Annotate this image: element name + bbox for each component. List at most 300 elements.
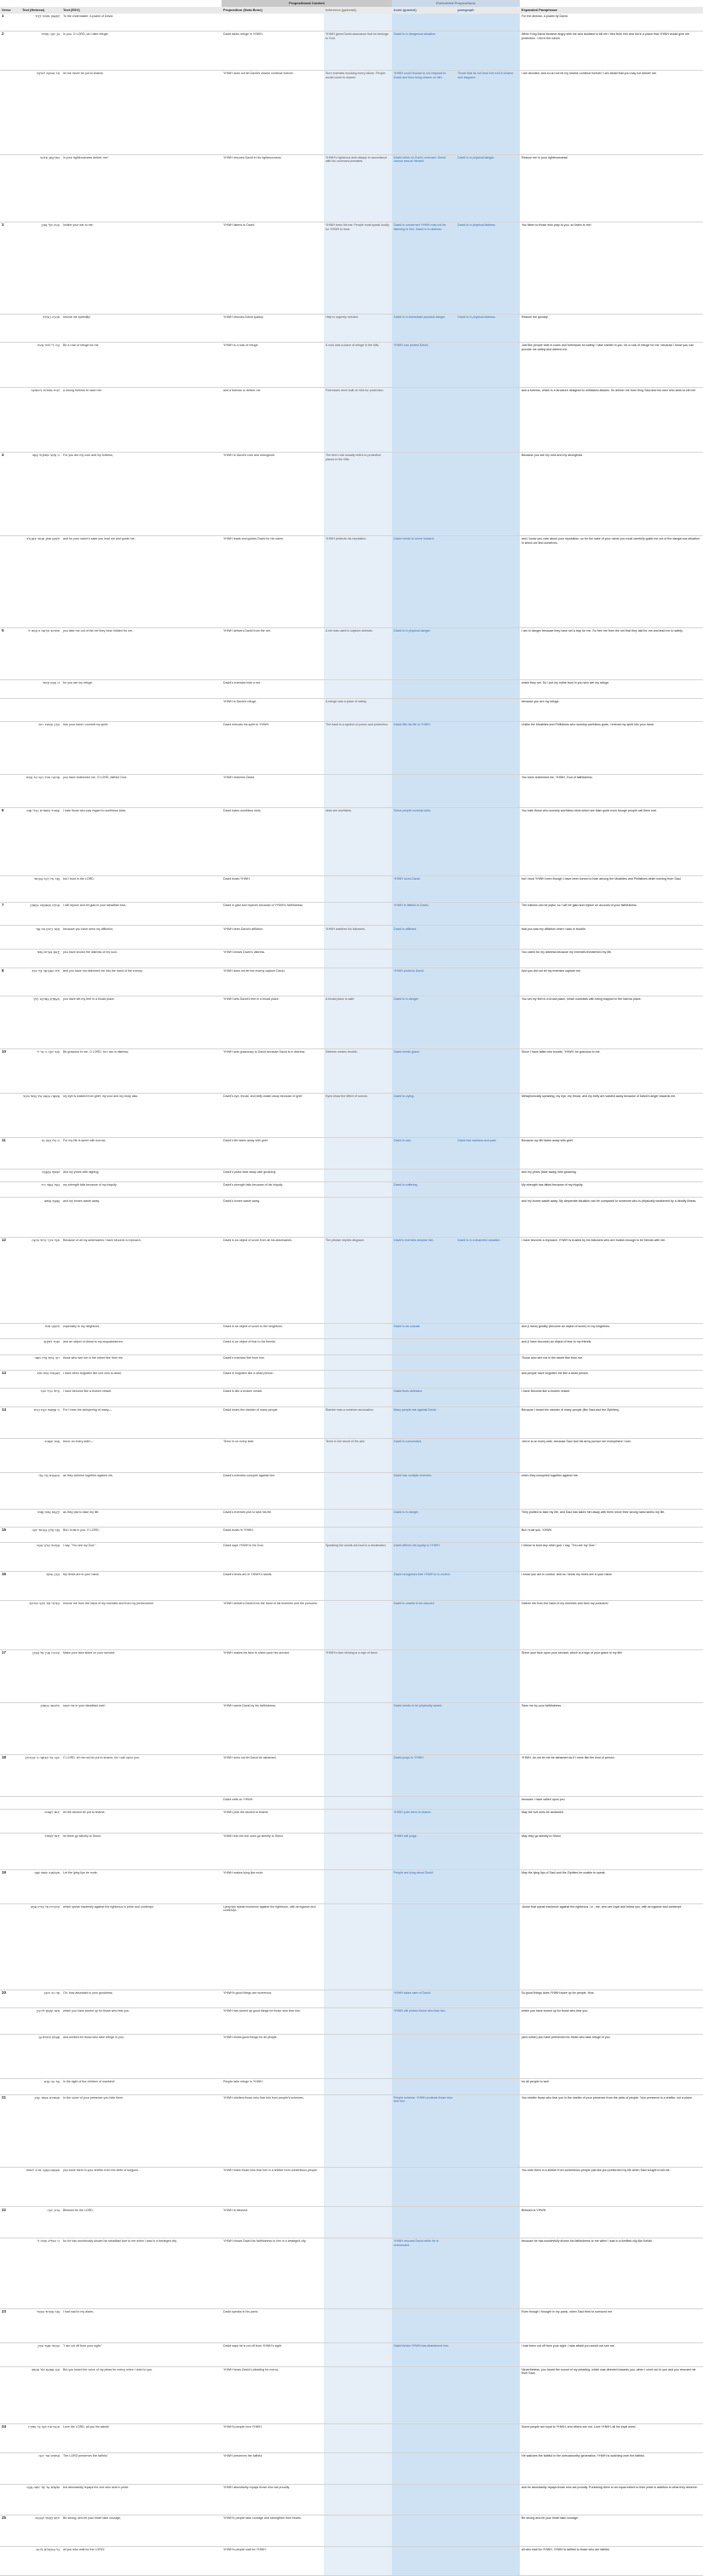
esv-cell[interactable]: let them go silently to Sheol. xyxy=(63,1834,101,1838)
verse-cell[interactable] xyxy=(0,1094,20,1138)
verse-cell[interactable] xyxy=(0,927,20,950)
esv-cell[interactable]: as they scheme together against me, xyxy=(63,1473,113,1477)
verse-cell[interactable]: 25 xyxy=(2,2515,7,2521)
hebrew-cell[interactable]: כִּי אַתָּה מָעוּזִּי xyxy=(43,681,60,685)
hebrew-cell[interactable]: בְּךָ יְהוָה חָסִיתִי xyxy=(41,32,60,37)
proposition-cell[interactable]: David is an object of scorn to the neighbors. xyxy=(223,1324,283,1328)
hebrew-cell[interactable]: תּוֹצִיאֵנִי מֵרֶשֶׁת זוּ טָמְנוּ לִי xyxy=(27,628,60,632)
book-cell[interactable]: David is crying. xyxy=(394,1094,415,1098)
book-cell[interactable] xyxy=(392,1198,456,1238)
esv-cell[interactable]: Oh, how abundant is your goodness, xyxy=(63,1990,113,1995)
inference-cell[interactable] xyxy=(324,950,392,967)
book-cell[interactable]: David is sad. xyxy=(394,1138,412,1142)
book-cell[interactable]: David thinks YHWH has abandoned him. xyxy=(394,2344,450,2348)
book-cell[interactable] xyxy=(392,1355,456,1371)
esv-cell[interactable] xyxy=(61,699,222,723)
esv-cell[interactable]: all you who wait for the LORD! xyxy=(63,2548,105,2552)
paragraph-cell[interactable]: Those that do not trust him end in shame and disgrace. xyxy=(458,72,514,79)
inference-cell[interactable] xyxy=(324,2424,392,2453)
verse-cell[interactable] xyxy=(0,699,20,723)
book-cell[interactable]: YHWH is faithful to David. xyxy=(394,903,429,907)
hebrew-cell[interactable]: נִשְׁכַּחְתִּי כְּמֵת מִלֵּב xyxy=(37,1371,60,1375)
proposition-cell[interactable]: YHWH is a rock of refuge. xyxy=(223,344,259,348)
column-header-proposition[interactable]: Proposition (Nota Bene) xyxy=(223,8,262,12)
paraphrase-cell[interactable]: So good things does YHWH store up for people. How xyxy=(521,1990,594,1995)
hebrew-cell[interactable]: וַאֲנִי אֶל יְהוָה בָּטָחְתִּי xyxy=(34,877,60,881)
paraphrase-cell[interactable]: for all people to see! xyxy=(521,2080,550,2084)
proposition-cell[interactable]: YHWH rescues David quickly. xyxy=(223,315,264,319)
paraphrase-cell[interactable]: and people have forgotten me like a dead person. xyxy=(521,1371,590,1375)
proposition-cell[interactable]: YHWH sees David's affliction. xyxy=(223,927,264,931)
inference-cell[interactable]: YHWH's righteous acts always in accordance with his covenant promises. xyxy=(326,155,388,164)
hebrew-cell[interactable]: הֶעֱמַדְתָּ בַמֶּרְחָב רַגְלָי xyxy=(32,997,60,1002)
inference-cell[interactable] xyxy=(324,2309,392,2343)
paragraph-cell[interactable] xyxy=(456,1473,520,1510)
inference-cell[interactable] xyxy=(324,2208,392,2239)
paragraph-cell[interactable] xyxy=(456,1094,520,1138)
book-cell[interactable] xyxy=(392,1170,456,1182)
paragraph-cell[interactable] xyxy=(456,808,520,876)
esv-cell[interactable]: especially to my neighbors, xyxy=(63,1324,101,1328)
verse-cell[interactable]: 15 xyxy=(2,1527,7,1532)
verse-cell[interactable]: 13 xyxy=(2,1370,7,1375)
esv-cell[interactable]: My times are in your hand; xyxy=(63,1573,100,1577)
paragraph-cell[interactable] xyxy=(456,1439,520,1473)
hebrew-cell[interactable]: אֲשֶׁר צָפַנְתָּ לִּירֵאֶיךָ xyxy=(36,2009,60,2013)
verse-cell[interactable] xyxy=(0,2079,20,2094)
inference-cell[interactable] xyxy=(324,876,392,903)
inference-cell[interactable]: A rock was a place of refuge in the hills. xyxy=(326,344,380,348)
book-cell[interactable] xyxy=(392,680,456,698)
book-cell[interactable] xyxy=(392,2309,456,2343)
book-cell[interactable]: David feels defeated. xyxy=(394,1389,423,1394)
esv-cell[interactable]: Incline your ear to me; xyxy=(63,223,94,228)
proposition-cell[interactable]: YHWH's people wait for YHWH. xyxy=(223,2548,267,2552)
hebrew-cell[interactable]: יִדְּמוּ לִשְׁאוֹל xyxy=(44,1834,60,1838)
paraphrase-cell[interactable]: You hate those who worship worthless idols which are false gods even though people call them real. xyxy=(521,809,658,813)
hebrew-cell[interactable]: כִּי שָׁמַעְתִּי דִּבַּת רַבִּים xyxy=(33,1407,60,1412)
hebrew-cell[interactable]: אָגִילָה וְאֶשְׂמְחָה בְּחַסְדֶּךָ xyxy=(29,903,60,907)
esv-cell[interactable]: O LORD, let me not be put to shame, for I call upon you; xyxy=(63,1755,140,1759)
verse-cell[interactable]: 17 xyxy=(2,1650,7,1655)
proposition-cell[interactable]: YHWH delivers David from the net. xyxy=(223,628,271,632)
inference-cell[interactable]: Fortresses were built on hills for protection. xyxy=(326,388,384,392)
verse-cell[interactable]: 19 xyxy=(2,1869,7,1874)
verse-cell[interactable]: 22 xyxy=(2,2207,7,2212)
esv-cell[interactable]: For I hear the whispering of many— xyxy=(63,1407,112,1412)
esv-cell[interactable]: in the sight of the children of mankind! xyxy=(63,2080,115,2084)
esv-cell[interactable]: Be gracious to me, O LORD, for I am in distress; xyxy=(63,1049,130,1054)
book-cell[interactable] xyxy=(392,699,456,723)
inference-cell[interactable] xyxy=(324,1797,392,1810)
verse-cell[interactable] xyxy=(0,1389,20,1406)
proposition-cell[interactable]: YHWH saves David by his faithfulness. xyxy=(223,1703,277,1707)
paraphrase-cell[interactable]: I refuse to trust any other god. I say, "You are my God." xyxy=(521,1544,596,1548)
inference-cell[interactable] xyxy=(324,2453,392,2485)
paraphrase-cell[interactable]: Because my life fades away with grief. xyxy=(521,1138,573,1142)
paraphrase-cell[interactable]: because I have called upon you. xyxy=(521,1797,566,1801)
book-cell[interactable]: David is suffering. xyxy=(394,1183,418,1187)
esv-cell[interactable]: But I trust in you, O LORD; xyxy=(63,1528,100,1532)
verse-cell[interactable]: 1 xyxy=(2,14,4,18)
inference-cell[interactable]: Slander was a common accusation. xyxy=(326,1407,374,1412)
paragraph-cell[interactable] xyxy=(456,968,520,997)
esv-cell[interactable]: In the cover of your presence you hide them xyxy=(63,2095,124,2099)
esv-cell[interactable]: and worked for those who take refuge in you, xyxy=(63,2036,124,2040)
hebrew-cell[interactable]: נֶגֶד בְּנֵי אָדָם xyxy=(43,2080,60,2084)
book-cell[interactable]: David is in immediate physical danger. xyxy=(394,315,447,319)
inference-cell[interactable] xyxy=(324,2035,392,2079)
hebrew-cell[interactable]: לַמְנַצֵּחַ מִזְמוֹר לְדָוִד xyxy=(35,14,60,18)
proposition-cell[interactable]: David's strength fails because of his iniquity. xyxy=(223,1183,284,1187)
book-cell[interactable]: David needs grace. xyxy=(394,1049,420,1054)
hebrew-cell[interactable]: וַעֲצָמַי עָשֵׁשׁוּ xyxy=(43,1198,60,1203)
verse-cell[interactable] xyxy=(0,775,20,809)
hebrew-cell[interactable]: הָאִירָה פָנֶיךָ עַל עַבְדֶּךָ xyxy=(32,1651,60,1655)
inference-cell[interactable] xyxy=(324,2367,392,2424)
inference-cell[interactable]: YHWH's face shining is a sign of favor. xyxy=(326,1651,378,1655)
proposition-cell[interactable]: David trusts YHWH. xyxy=(223,877,251,881)
proposition-cell[interactable]: YHWH preserves the faithful. xyxy=(223,2453,263,2458)
inference-cell[interactable] xyxy=(324,1703,392,1755)
book-cell[interactable] xyxy=(392,2547,456,2576)
hebrew-cell[interactable] xyxy=(20,1797,61,1810)
esv-cell[interactable]: Into your hand I commit my spirit; xyxy=(63,723,108,727)
proposition-cell[interactable]: David's bones waste away. xyxy=(223,1198,260,1203)
paraphrase-cell[interactable]: You hide them in a shelter from contentious people just like you preserved my life when Saul sought to kill me. xyxy=(521,2169,671,2173)
proposition-cell[interactable]: David entrusts his spirit to YHWH. xyxy=(223,723,270,727)
paraphrase-cell[interactable]: when they conspired together against me. xyxy=(521,1473,579,1477)
book-cell[interactable] xyxy=(392,1371,456,1389)
verse-cell[interactable]: 14 xyxy=(2,1406,7,1412)
paraphrase-cell[interactable]: because you are my refuge. xyxy=(521,699,560,703)
paragraph-cell[interactable] xyxy=(456,1990,520,2008)
paraphrase-cell[interactable]: all who wait for YHWH, YHWH is faithful to those who are faithful. xyxy=(521,2548,610,2552)
inference-cell[interactable] xyxy=(324,1138,392,1170)
inference-cell[interactable] xyxy=(324,2547,392,2576)
paragraph-cell[interactable] xyxy=(456,1528,520,1543)
verse-cell[interactable] xyxy=(0,950,20,967)
book-cell[interactable]: David prays to YHWH. xyxy=(394,1755,424,1759)
hebrew-cell[interactable]: הָיִיתִי כִּכְלִי אֹבֵד xyxy=(40,1389,60,1394)
esv-cell[interactable]: and my years with sighing; xyxy=(63,1170,100,1174)
hebrew-cell[interactable]: וְלֹא הִסְגַּרְתַּנִי בְּיַד אוֹיֵב xyxy=(32,968,60,973)
hebrew-cell[interactable]: תַּסְתִּירֵם בְּסֵתֶר פָּנֶיךָ xyxy=(34,2095,60,2099)
esv-cell[interactable]: Because of all my adversaries I have become a reproach, xyxy=(63,1238,141,1242)
book-cell[interactable]: David is an outcast. xyxy=(394,1324,421,1328)
hebrew-cell[interactable]: לָקַחַת נַפְשִׁי זָמָמוּ xyxy=(37,1510,60,1514)
inference-cell[interactable]: YHWH watches his followers. xyxy=(326,927,366,931)
book-cell[interactable] xyxy=(392,1797,456,1810)
esv-cell[interactable]: "I am cut off from your sight." xyxy=(63,2344,103,2348)
proposition-cell[interactable]: YHWH does not let David be ashamed. xyxy=(223,1755,277,1759)
proposition-cell[interactable]: YHWH rescues David in his righteousness. xyxy=(223,155,282,159)
proposition-cell[interactable]: David's enemies hide a net. xyxy=(223,681,262,685)
inference-cell[interactable] xyxy=(324,1324,392,1339)
hebrew-cell[interactable]: מְהֵרָה הַצִּילֵנִי xyxy=(43,315,60,319)
hebrew-cell[interactable] xyxy=(20,699,61,723)
paragraph-cell[interactable]: David has sadness and pain. xyxy=(458,1138,498,1142)
verse-cell[interactable] xyxy=(0,343,20,387)
paraphrase-cell[interactable]: Metaphorically speaking, my eye, my throat, and my belly are wasted away because of David's anger towards me. xyxy=(521,1094,677,1098)
book-cell[interactable]: David needs to move forward. xyxy=(394,537,435,541)
book-cell[interactable] xyxy=(392,1904,456,1990)
paraphrase-cell[interactable]: May the lying lips of Saul and the Ziphites be unable to speak. xyxy=(521,1870,606,1874)
hebrew-cell[interactable]: וְלִשְׁכֵנַי מְאֹד xyxy=(44,1324,60,1328)
book-cell[interactable]: David is afflicted. xyxy=(394,927,418,931)
inference-cell[interactable]: A broad place is safe. xyxy=(326,997,355,1002)
paraphrase-cell[interactable]: Save me by your faithfulness. xyxy=(521,1703,562,1707)
paragraph-cell[interactable] xyxy=(456,903,520,927)
paraphrase-cell[interactable]: I have become like a broken vessel. xyxy=(521,1389,571,1394)
inference-cell[interactable] xyxy=(324,1870,392,1904)
book-cell[interactable]: David is in danger. xyxy=(394,1510,419,1514)
paragraph-cell[interactable] xyxy=(456,1049,520,1094)
hebrew-cell[interactable]: הַדֹּבְרוֹת עַל צַדִּיק עָתָק xyxy=(30,1904,60,1909)
paraphrase-cell[interactable]: Rescue me quickly! xyxy=(521,315,549,319)
inference-cell[interactable]: The phrase implies disgrace. xyxy=(326,1238,365,1242)
hebrew-cell[interactable]: פָּעַלְתָּ לַחֹסִים בָּךְ xyxy=(37,2036,60,2040)
verse-cell[interactable]: 10 xyxy=(2,1048,7,1054)
verse-cell[interactable] xyxy=(0,2453,20,2485)
inference-cell[interactable] xyxy=(324,1389,392,1406)
hebrew-cell[interactable]: רֹאַי בַּחוּץ נָדְדוּ מִמֶּנִּי xyxy=(34,1355,60,1360)
hebrew-cell[interactable]: בָּרוּךְ יְהוָה xyxy=(47,2208,60,2212)
verse-cell[interactable] xyxy=(0,315,20,344)
inference-cell[interactable] xyxy=(324,1755,392,1797)
proposition-cell[interactable]: YHWH shelters those who fear him from people's schemes. xyxy=(223,2095,304,2099)
paragraph-cell[interactable] xyxy=(456,996,520,1048)
paragraph-cell[interactable] xyxy=(456,2547,520,2576)
esv-cell[interactable]: but abundantly repays the one who acts in pride. xyxy=(63,2485,130,2489)
inference-cell[interactable] xyxy=(324,2343,392,2367)
book-cell[interactable] xyxy=(392,14,456,32)
proposition-cell[interactable]: David says YHWH is his God. xyxy=(223,1544,264,1548)
proposition-cell[interactable]: YHWH has stored up good things for those who fear him. xyxy=(223,2009,301,2013)
esv-cell[interactable]: I have been forgotten like one who is dead; xyxy=(63,1371,122,1375)
book-cell[interactable]: People are lying about David. xyxy=(394,1870,434,1874)
inference-cell[interactable] xyxy=(324,1810,392,1834)
inference-cell[interactable] xyxy=(324,1198,392,1238)
book-cell[interactable]: YHWH takes care of David. xyxy=(394,1990,431,1995)
paragraph-cell[interactable] xyxy=(456,453,520,536)
column-header-paraphrase[interactable]: Expanded Paraphrase xyxy=(521,8,558,12)
proposition-cell[interactable]: YHWH is blessed. xyxy=(223,2208,248,2212)
paraphrase-cell[interactable]: YHWH, do not let me be ashamed as if I were like the kind of person. xyxy=(521,1755,615,1759)
hebrew-cell[interactable]: כִּי סַלְעִי וּמְצוּדָתִי אָתָּה xyxy=(32,453,60,458)
esv-cell[interactable]: Be strong, and let your heart take courage, xyxy=(63,2516,122,2521)
hebrew-cell[interactable]: בְּהִוָּסְדָם יַחַד עָלַי xyxy=(38,1473,60,1477)
proposition-cell[interactable]: David's life fades away with grief. xyxy=(223,1138,268,1142)
inference-cell[interactable] xyxy=(324,2008,392,2035)
verse-cell[interactable] xyxy=(0,1198,20,1238)
verse-cell[interactable] xyxy=(0,2238,20,2309)
hebrew-cell[interactable]: הֱיֵה לִי לְצוּר מָעוֹז xyxy=(37,344,60,348)
inference-cell[interactable]: Sure enemies mocking every failure. People would come to shame. xyxy=(326,72,386,79)
verse-cell[interactable] xyxy=(0,1797,20,1810)
verse-cell[interactable] xyxy=(0,2008,20,2035)
paragraph-cell[interactable]: David is in a shameful situation. xyxy=(458,1238,501,1242)
book-cell[interactable] xyxy=(392,2424,456,2453)
esv-cell[interactable]: let the wicked be put to shame; xyxy=(63,1811,106,1815)
paraphrase-cell[interactable]: -those that speak insolence against the righteous, i.e., me, who are loyal and follow you, with arrogance and contempt. xyxy=(521,1904,683,1909)
paraphrase-cell[interactable]: but I trust YHWH even though I have been forced to hide among the Moabites and Philistines while running from Saul. xyxy=(521,877,682,881)
hebrew-cell[interactable]: כִּי הִפְלִיא חַסְדּוֹ לִי xyxy=(37,2239,60,2244)
paraphrase-cell[interactable]: Rescue me in your righteousness! xyxy=(521,155,568,159)
proposition-cell[interactable]: Lying lips speak insolence against the righteous, with arrogance and contempt. xyxy=(223,1904,316,1913)
esv-cell[interactable]: my strength fails because of my iniquity, xyxy=(63,1183,118,1187)
verse-cell[interactable] xyxy=(0,1834,20,1870)
paragraph-cell[interactable]: David is in physical danger. xyxy=(458,155,495,159)
paraphrase-cell[interactable]: They plotted to take my life, and Saul has taken him away with them since their strong hand seeks my life. xyxy=(521,1510,666,1514)
verse-cell[interactable] xyxy=(0,1324,20,1339)
verse-cell[interactable] xyxy=(0,1510,20,1528)
hebrew-cell[interactable]: בְּיָדְךָ אַפְקִיד רוּחִי xyxy=(37,723,60,727)
hebrew-cell[interactable]: כָּשַׁל בַּעֲוֹנִי כֹחִי xyxy=(41,1183,60,1187)
paragraph-cell[interactable] xyxy=(456,722,520,774)
paraphrase-cell[interactable]: which they set. So I put my entire trust in you who are my refuge. xyxy=(521,681,610,685)
paraphrase-cell[interactable]: I had been cut off from your sight. I was afraid you would not see me. xyxy=(521,2344,615,2348)
esv-cell[interactable]: Make your face shine on your servant; xyxy=(63,1651,115,1655)
esv-cell[interactable]: in your righteousness deliver me! xyxy=(63,155,108,159)
hebrew-cell[interactable]: הוֹשִׁיעֵנִי בְחַסְדֶּךָ xyxy=(40,1703,60,1707)
book-cell[interactable]: David relies on God's covenant. David cannot rescue himself. xyxy=(394,155,446,164)
inference-cell[interactable]: YHWH protects his reputation. xyxy=(326,537,367,541)
paraphrase-cell[interactable]: (and which) you have performed for those who take refuge in you xyxy=(521,2036,610,2040)
proposition-cell[interactable]: David's times are in YHWH's hands. xyxy=(223,1573,273,1577)
paraphrase-cell[interactable]: Nevertheless, you heard the sound of my pleading, which was directed towards you, when I cried out to you and you rescued me from Saul. xyxy=(521,2367,696,2376)
proposition-cell[interactable]: David hates worthless idols. xyxy=(223,809,262,813)
verse-cell[interactable] xyxy=(0,996,20,1048)
hebrew-cell[interactable]: אָמַרְתִּי אֱלֹהַי אָתָּה xyxy=(36,1544,60,1548)
paragraph-cell[interactable] xyxy=(456,2168,520,2207)
inference-cell[interactable]: Help is urgently needed. xyxy=(326,315,359,319)
paraphrase-cell[interactable]: I know you are in control, and so I know my times are in your hand. xyxy=(521,1573,613,1577)
inference-cell[interactable] xyxy=(324,14,392,32)
paragraph-cell[interactable] xyxy=(456,927,520,950)
inference-cell[interactable]: YHWH gives David assurance that he belongs to God. xyxy=(326,32,389,40)
verse-cell[interactable] xyxy=(0,2035,20,2079)
esv-cell[interactable]: you store them in your shelter from the strife of tongues. xyxy=(63,2169,140,2173)
verse-cell[interactable]: 11 xyxy=(2,1137,6,1142)
proposition-cell[interactable]: YHWH is David's refuge. xyxy=(223,699,257,703)
paraphrase-cell[interactable]: and (I have become) an object of fear to my friends. xyxy=(521,1340,592,1344)
paraphrase-cell[interactable]: May they go silently to Sheol. xyxy=(521,1834,562,1838)
inference-cell[interactable] xyxy=(324,903,392,927)
paragraph-cell[interactable] xyxy=(456,2238,520,2309)
paragraph-cell[interactable] xyxy=(456,1182,520,1198)
paraphrase-cell[interactable]: and I know you care about your reputation, so for the sake of your name you must carefully guide me out of the dangerous situation in which we find ourselves. xyxy=(521,537,700,545)
book-cell[interactable] xyxy=(392,1339,456,1354)
verse-cell[interactable]: 23 xyxy=(2,2309,7,2314)
hebrew-cell[interactable]: נִגְרַזְתִּי מִנֶּגֶד עֵינֶיךָ xyxy=(37,2344,60,2348)
book-cell[interactable]: YHWH loves David. xyxy=(394,877,421,881)
proposition-cell[interactable]: YHWH listens to David. xyxy=(223,223,256,228)
esv-cell[interactable]: terror on every side!— xyxy=(63,1439,94,1443)
paragraph-cell[interactable]: David is in physical distress. xyxy=(458,223,496,228)
inference-cell[interactable] xyxy=(324,2238,392,2309)
esv-cell[interactable]: as they plot to take my life. xyxy=(63,1510,100,1514)
book-cell[interactable]: David's enemies despise him. xyxy=(394,1238,435,1242)
verse-cell[interactable] xyxy=(0,388,20,453)
paragraph-cell[interactable] xyxy=(456,1755,520,1797)
hebrew-cell[interactable]: אַל אֵבוֹשָׁה לְעוֹלָם xyxy=(37,72,60,76)
paraphrase-cell[interactable]: The nations can be joyful, so I will be glad and rejoice on account of your faithfulness. xyxy=(521,903,637,907)
paragraph-cell[interactable] xyxy=(456,876,520,903)
paragraph-cell[interactable]: David is in physical distress. xyxy=(458,315,496,319)
inference-cell[interactable] xyxy=(324,1182,392,1198)
esv-cell[interactable]: For you are my rock and my fortress; xyxy=(63,453,113,458)
esv-cell[interactable]: those who see me in the street flee from me. xyxy=(63,1355,124,1360)
paraphrase-cell[interactable]: Even though I thought in my panic, when Saul tried to surround me xyxy=(521,2310,613,2314)
paraphrase-cell[interactable]: and (I have) greatly (become an object of scorn) to my neighbors. xyxy=(521,1324,611,1328)
verse-cell[interactable] xyxy=(0,1810,20,1834)
verse-cell[interactable]: 24 xyxy=(2,2424,7,2429)
esv-cell[interactable]: because you have seen my affliction; xyxy=(63,927,113,931)
esv-cell[interactable]: you have set my feet in a broad place. xyxy=(63,997,115,1002)
paragraph-cell[interactable] xyxy=(456,32,520,71)
paraphrase-cell[interactable]: that you saw my affliction when I was in trouble. xyxy=(521,927,586,931)
paraphrase-cell[interactable]: because he has wonderfully shown his faithfulness to me when I was in a fortified city like Keilah. xyxy=(521,2239,654,2244)
verse-cell[interactable] xyxy=(0,1170,20,1182)
book-cell[interactable] xyxy=(392,2367,456,2424)
book-cell[interactable] xyxy=(392,388,456,453)
hebrew-cell[interactable]: מִכָּל צֹרְרַי הָיִיתִי חֶרְפָּה xyxy=(32,1238,60,1242)
proposition-cell[interactable]: YHWH acts graciously to David because David is in distress. xyxy=(223,1049,306,1054)
paragraph-cell[interactable] xyxy=(456,2453,520,2485)
hebrew-cell[interactable]: תֵּאָלַמְנָה שִׂפְתֵי שָׁקֶר xyxy=(33,1870,60,1874)
inference-cell[interactable] xyxy=(324,1904,392,1990)
proposition-cell[interactable]: David is forgotten like a dead person. xyxy=(223,1371,274,1375)
paragraph-cell[interactable] xyxy=(456,2079,520,2094)
verse-cell[interactable] xyxy=(0,876,20,903)
paraphrase-cell[interactable]: May the evil ones be ashamed. xyxy=(521,1811,564,1815)
proposition-cell[interactable]: YHWH's people love YHWH. xyxy=(223,2425,262,2429)
paraphrase-cell[interactable]: You shelter those who fear you in the shelter of your presence from the plots of people. Your presence is a shelter, not a place. xyxy=(521,2095,693,2099)
column-header-general[interactable]: inference (general) xyxy=(326,8,356,12)
paraphrase-cell[interactable]: You listen to those who pray to you, so listen to me! xyxy=(521,223,591,228)
book-cell[interactable]: David recognizes that YHWH is in control. xyxy=(394,1573,451,1577)
paragraph-cell[interactable] xyxy=(456,1198,520,1238)
proposition-cell[interactable]: YHWH leads and guides David for his name. xyxy=(223,537,285,541)
paragraph-cell[interactable] xyxy=(456,1371,520,1389)
paragraph-cell[interactable] xyxy=(456,2343,520,2367)
book-cell[interactable]: YHWH will protect those who fear him. xyxy=(394,2009,447,2013)
hebrew-cell[interactable]: כָּל הַמְיַחֲלִים לַיהוָה xyxy=(36,2548,60,2552)
paragraph-cell[interactable] xyxy=(456,2367,520,2424)
proposition-cell[interactable]: David calls on YHWH. xyxy=(223,1797,254,1801)
esv-cell[interactable] xyxy=(61,1797,222,1810)
paraphrase-cell[interactable]: Deliver me from the hand of my enemies and from my pursuers! xyxy=(521,1601,608,1605)
paragraph-cell[interactable] xyxy=(456,2035,520,2079)
hebrew-cell[interactable]: אֶהֱבוּ אֶת יְהוָה כָּל חֲסִידָיו xyxy=(28,2425,60,2429)
book-cell[interactable]: David is in dangerous situation. xyxy=(394,32,436,37)
esv-cell[interactable]: rescue me from the hand of my enemies and from my persecutors! xyxy=(63,1601,154,1605)
verse-cell[interactable] xyxy=(0,1355,20,1371)
book-cell[interactable]: Some people worship idols. xyxy=(394,809,431,813)
verse-cell[interactable]: 8 xyxy=(2,967,4,973)
verse-cell[interactable]: 2 xyxy=(2,32,4,37)
hebrew-cell[interactable]: וַאֲנִי אָמַרְתִּי בְחָפְזִי xyxy=(37,2310,60,2314)
esv-cell[interactable]: Be a rock of refuge for me, xyxy=(63,344,100,348)
proposition-cell[interactable] xyxy=(222,14,324,32)
esv-cell[interactable]: In you, O LORD, do I take refuge; xyxy=(63,32,109,37)
paragraph-cell[interactable] xyxy=(456,1703,520,1755)
proposition-cell[interactable]: YHWH works good things for all people. xyxy=(223,2036,278,2040)
esv-cell[interactable]: I will rejoice and be glad in your steadfast love, xyxy=(63,903,127,907)
proposition-cell[interactable]: David's eye, throat, and belly waste away because of grief. xyxy=(223,1094,303,1098)
paraphrase-cell[interactable]: You cared for my distress because my enemies threatened my life. xyxy=(521,950,612,955)
